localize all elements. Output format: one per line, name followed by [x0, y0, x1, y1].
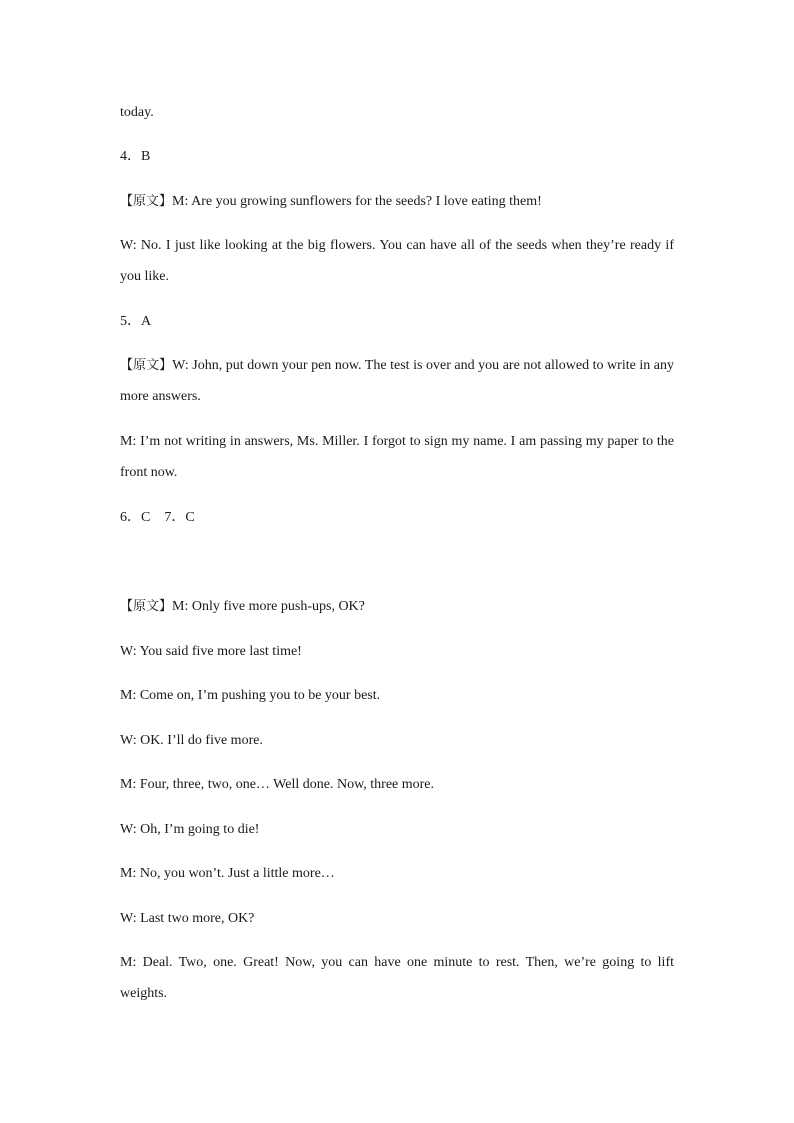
text-line-today: today. — [120, 105, 154, 120]
answer-4: 4．B — [120, 149, 151, 164]
transcript-tag: 【原文】 — [120, 599, 173, 614]
answers-6-7: 6．C 7．C — [120, 510, 195, 525]
transcript-6-7-line-8: W: Last two more, OK? — [120, 911, 255, 926]
transcript-6-7-line-5: M: Four, three, two, one… Well done. Now, three more. — [120, 777, 435, 792]
transcript-4-woman: W: No. I just like looking at the big flowers. You can have all of the seeds when they’re ready if you like. — [120, 238, 674, 284]
transcript-5-man: M: I’m not writing in answers, Ms. Miller. I forgot to sign my name. I am passing my paper to the front now. — [120, 434, 674, 480]
transcript-tag: 【原文】 — [120, 194, 173, 209]
transcript-6-7-line-2: W: You said five more last time! — [120, 644, 302, 659]
transcript-6-7-line-3: M: Come on, I’m pushing you to be your best. — [120, 688, 381, 703]
transcript-6-7-line-6: W: Oh, I’m going to die! — [120, 822, 260, 837]
transcript-6-7-line-4: W: OK. I’ll do five more. — [120, 733, 263, 748]
transcript-6-7-line-7: M: No, you won’t. Just a little more… — [120, 866, 335, 881]
transcript-6-7-line-1: 【原文】M: Only five more push-ups, OK? — [120, 599, 365, 614]
transcript-6-7-line-9: M: Deal. Two, one. Great! Now, you can have one minute to rest. Then, we’re going to lift weights. — [120, 955, 674, 1001]
transcript-4-man: 【原文】M: Are you growing sunflowers for the seeds? I love eating them! — [120, 194, 542, 209]
transcript-tag: 【原文】 — [120, 358, 173, 373]
answer-5: 5．A — [120, 314, 152, 329]
transcript-5-woman: 【原文】W: John, put down your pen now. The test is over and you are not allowed to write in any more answers. — [120, 358, 674, 404]
